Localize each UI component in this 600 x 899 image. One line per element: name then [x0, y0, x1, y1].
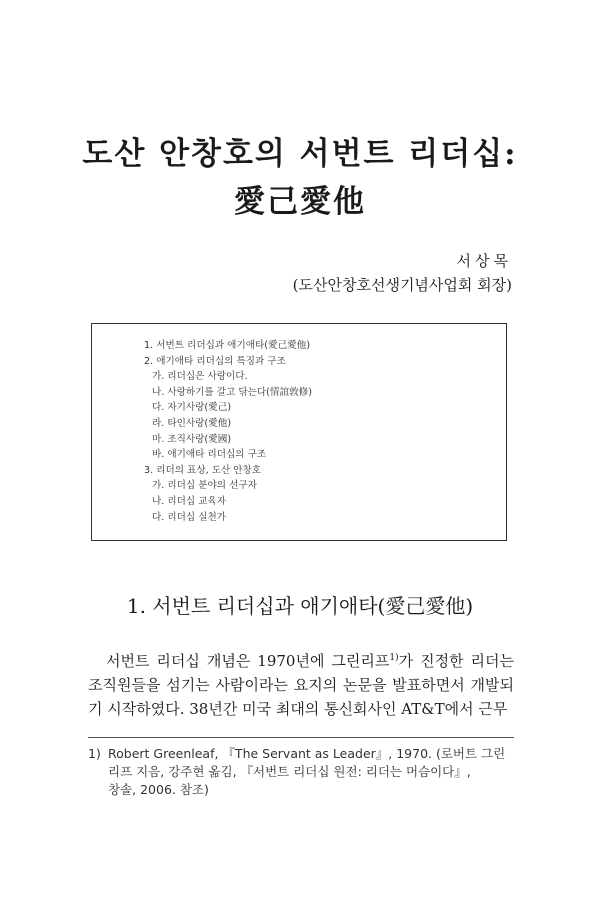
toc-item: 다. 리더십 실천가	[152, 511, 227, 523]
footnote-text-1: Robert Greenleaf, 『The Servant as Leader』, 1970. (로버트 그린	[108, 746, 506, 761]
section-heading: 1. 서번트 리더십과 애기애타(愛己愛他)	[126, 594, 474, 618]
toc-item: 나. 사랑하기를 갈고 닦는다(情誼敦修)	[152, 386, 313, 398]
toc-item: 가. 리더십 분야의 선구자	[152, 480, 257, 492]
table-of-contents-box	[91, 323, 507, 541]
toc-item: 가. 리더십은 사랑이다.	[152, 371, 248, 383]
author-affiliation: (도산안창호선생기념사업회 회장)	[292, 276, 512, 294]
toc-item: 나. 리더십 교육자	[152, 495, 227, 507]
toc-item: 2. 애기애타 리더십의 특징과 구조	[144, 355, 286, 367]
footnote-reference: 1)	[389, 653, 399, 663]
author-name: 서상목	[456, 252, 512, 270]
footnote-line-2: 리프 지음, 강주현 옮김, 『서번트 리더십 원전: 리더는 머슴이다』,	[108, 764, 471, 779]
page-title-line-1: 도산 안창호의 서번트 리더십:	[82, 136, 518, 172]
footnote-line-1	[88, 745, 518, 763]
body-text-part-1: 서번트 리더십 개념은 1970년에 그린리프	[106, 652, 390, 670]
body-text-part-2: 가 진정한 리더는 조직원들을 섬기는 사람이라는 요지의 논문을 발표하면서 개발되기 시작하였다. 38년간 미국 최대의 통신회사인 AT&T에서 근무	[88, 652, 514, 718]
toc-item: 라. 타인사랑(愛他)	[152, 417, 232, 429]
toc-list	[144, 338, 312, 525]
footnote-divider	[88, 737, 514, 738]
toc-item: 1. 서번트 리더십과 애기애타(愛己愛他)	[144, 340, 311, 351]
body-paragraph	[88, 646, 514, 721]
footnote-line-3: 창솔, 2006. 참조)	[108, 782, 209, 797]
page-title-line-2: 愛己愛他	[234, 184, 366, 220]
footnote	[88, 745, 518, 799]
toc-item: 3. 리더의 표상, 도산 안창호	[144, 464, 262, 476]
toc-item: 바. 애기애타 리더십의 구조	[152, 449, 267, 461]
footnote-number: 1)	[88, 746, 101, 761]
toc-item: 마. 조직사랑(愛國)	[152, 433, 232, 445]
toc-item: 다. 자기사랑(愛己)	[152, 402, 232, 414]
